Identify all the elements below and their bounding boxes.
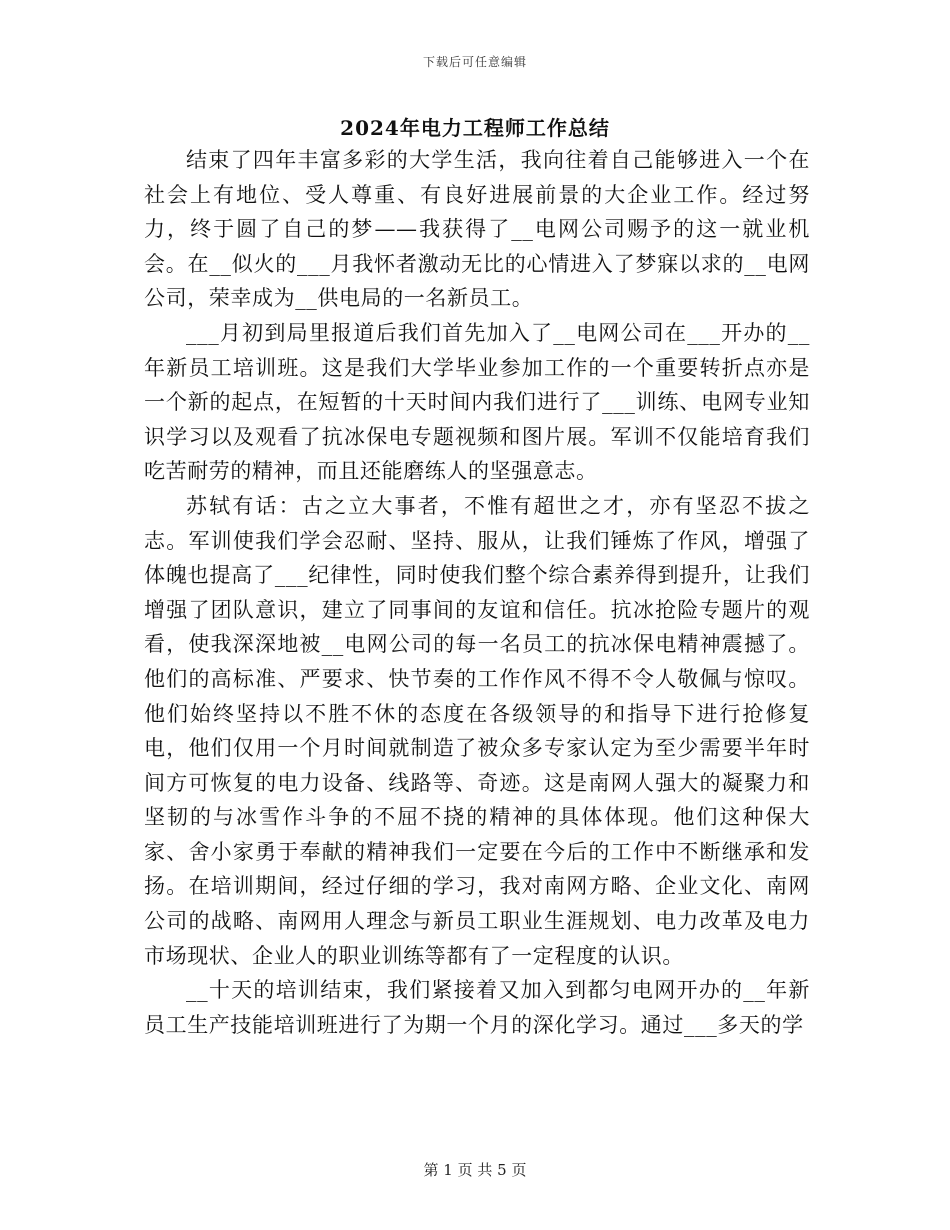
paragraph-2: ___月初到局里报道后我们首先加入了__电网公司在___开办的__年新员工培训班。这是我们大学毕业参加工作的一个重要转折点亦是一个新的起点，在短暂的十天时间内我们进行了___训练、电网专业知识学习以及观看了抗冰保电专题视频和图片展。军训不仅能培育我们吃苦耐劳的精神，而且还能磨练人的坚强意志。	[144, 320, 810, 484]
page-header-note: 下载后可任意编辑	[422, 55, 527, 69]
page-number-footer: 第 1 页 共 5 页	[423, 1161, 527, 1179]
paragraph-1: 结束了四年丰富多彩的大学生活，我向往着自己能够进入一个在社会上有地位、受人尊重、有良好进展前景的大企业工作。经过努力，终于圆了自己的梦——我获得了__电网公司赐予的这一就业机会。在__似火的___月我怀者激动无比的心情进入了梦寐以求的__电网公司，荣幸成为__供电局的一名新员工。	[144, 148, 810, 311]
paragraph-4: __十天的培训结束，我们紧接着又加入到都匀电网开办的__年新员工生产技能培训班进行了为期一个月的深化学习。通过___多天的学	[144, 978, 810, 1037]
paragraph-3: 苏轼有话：古之立大事者，不惟有超世之才，亦有坚忍不拔之志。军训使我们学会忍耐、坚持、服从，让我们锤炼了作风，增强了体魄也提高了___纪律性，同时使我们整个综合素养得到提升，让我们增强了团队意识，建立了同事间的友谊和信任。抗冰抢险专题片的观看，使我深深地被__电网公司的每一名员工的抗冰保电精神震撼了。他们的高标准、严要求、快节奏的工作作风不得不令人敬佩与惊叹。他们始终坚持以不胜不休的态度在各级领导的和指导下进行抢修复电，他们仅用一个月时间就制造了被众多专家认定为至少需要半年时间方可恢复的电力设备、线路等、奇迹。这是南网人强大的凝聚力和坚韧的与冰雪作斗争的不屈不挠的精神的具体体现。他们这种保大家、舍小家勇于奉献的精神我们一定要在今后的工作中不断继承和发扬。在培训期间，经过仔细的学习，我对南网方略、企业文化、南网公司的战略、南网用人理念与新员工职业生涯规划、电力改革及电力市场现状、企业人的职业训练等都有了一定程度的认识。	[144, 493, 810, 968]
document-body	[144, 143, 810, 1042]
document-title: 2024年电力工程师工作总结	[340, 116, 610, 140]
